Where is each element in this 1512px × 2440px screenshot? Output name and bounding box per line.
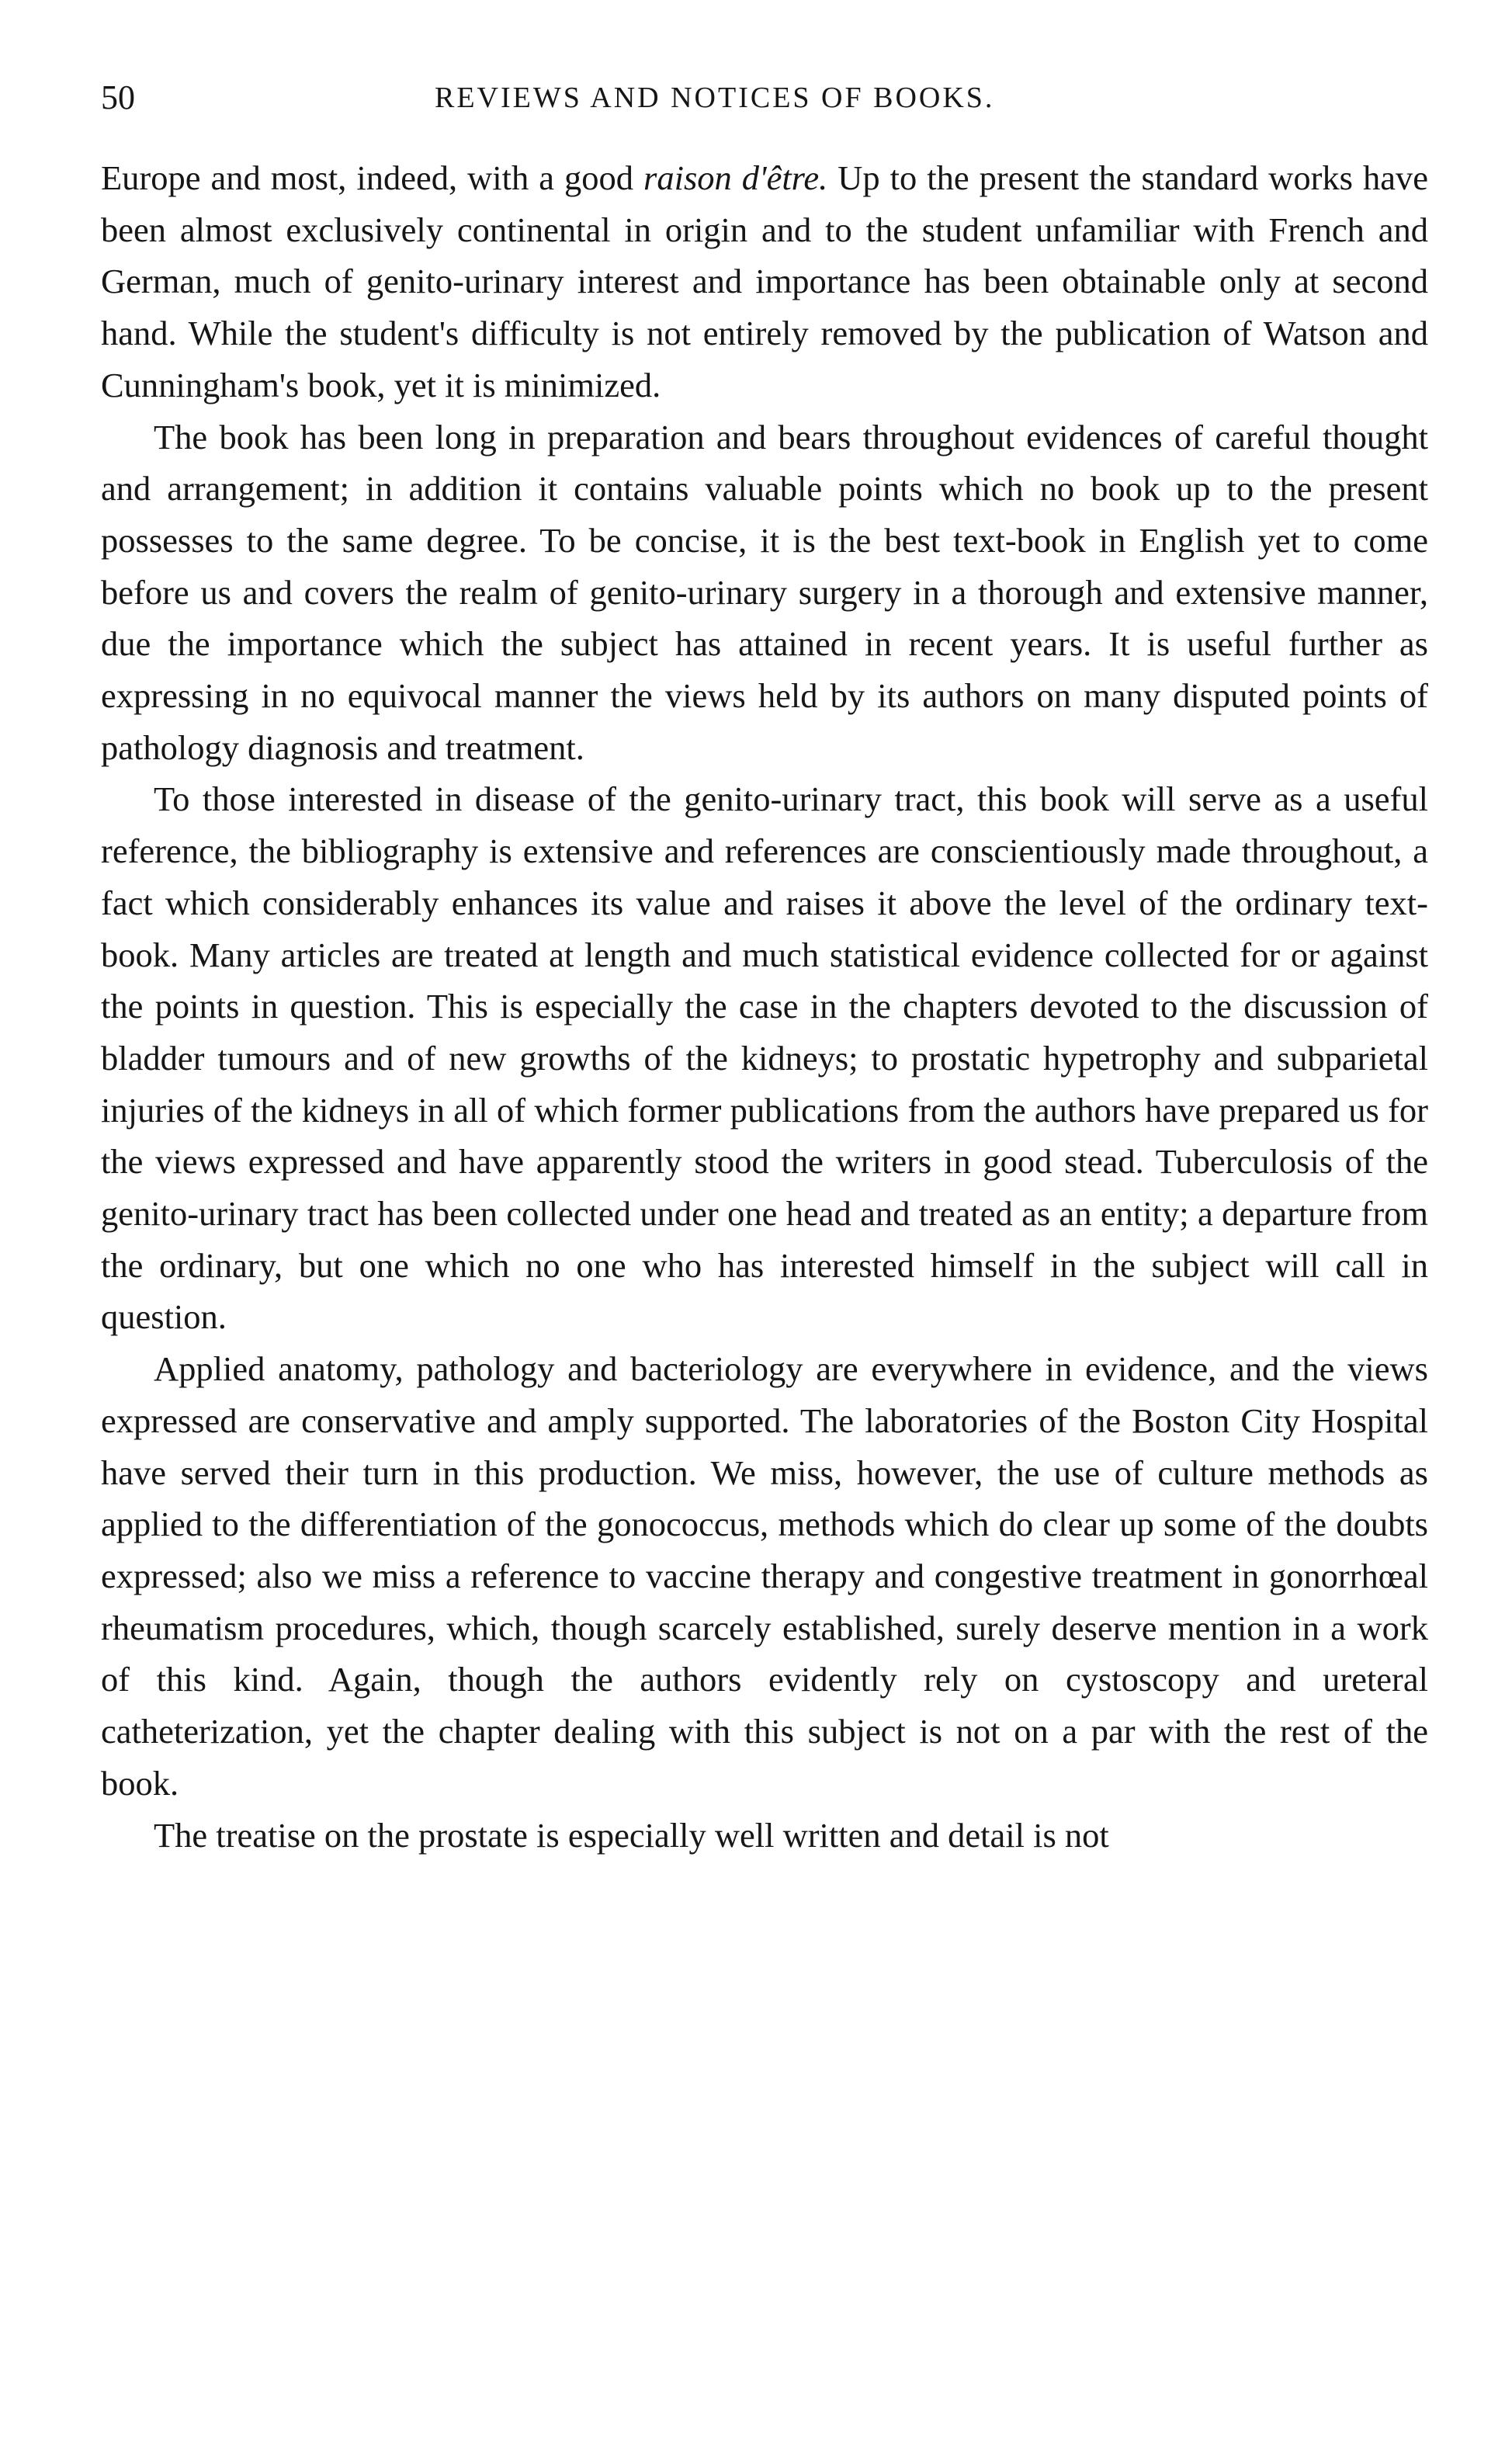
page-number: 50: [101, 78, 135, 116]
paragraph-4: Applied anatomy, pathology and bacteriology are everywhere in evidence, and the views expressed are conservative and amply supported. The laboratories of the Boston City Hospital have served their turn in this production. We miss, however, the use of culture methods as applied to the differentiation of the gonococcus, methods which do clear up some of the doubts expressed; also we miss a reference to vaccine therapy and congestive treatment in gonorrhœal rheumatism procedures, which, though scarcely established, surely deserve mention in a work of this kind. Again, though the authors evidently rely on cystoscopy and ureteral catheterization, yet the chapter dealing with this subject is not on a par with the rest of the book.: [101, 1349, 1428, 1803]
review-body: [101, 152, 1428, 1861]
paragraph-5: The treatise on the prostate is especially well written and detail is not: [154, 1815, 1109, 1855]
running-head: REVIEWS AND NOTICES OF BOOKS.: [435, 82, 995, 114]
paragraph-1-start: Europe and most, indeed, with a good: [101, 158, 644, 197]
book-page: [101, 75, 1428, 1861]
paragraph-1-italic: raison d'être.: [643, 158, 828, 197]
paragraph-3: To those interested in disease of the genito-urinary tract, this book will serve as a useful reference, the bibliography is extensive and references are conscientiously made throughout, a fact which considerably enhances its value and raises it above the level of the ordinary text-book. Many articles are treated at length and much statistical evidence collected for or against the points in question. This is especially the case in the chapters devoted to the discussion of bladder tumours and of new growths of the kidneys; to prostatic hypetrophy and subparietal injuries of the kidneys in all of which former publications from the authors have prepared us for the views expressed and have apparently stood the writers in good stead. Tuberculosis of the genito-urinary tract has been collected under one head and treated as an entity; a departure from the ordinary, but one which no one who has interested himself in the subject will call in question.: [101, 779, 1428, 1337]
page-header: [101, 75, 1428, 121]
paragraph-1-end: Up to the present the standard works have been almost exclusively continental in origin and to the student unfamiliar with French and German, much of genito-urinary interest and importance has been obtainable only at second hand. While the student's difficulty is not entirely removed by the publication of Watson and Cunningham's book, yet it is minimized.: [101, 158, 1429, 404]
paragraph-2: The book has been long in preparation and bears throughout evidences of careful thought and arrangement; in addition it contains valuable points which no book up to the present possesses to the same degree. To be concise, it is the best text-book in English yet to come before us and covers the realm of genito-urinary surgery in a thorough and extensive manner, due the importance which the subject has attained in recent years. It is useful further as expressing in no equivocal manner the views held by its authors on many disputed points of pathology diagnosis and treatment.: [101, 417, 1428, 767]
paragraph-1: [101, 152, 1428, 411]
